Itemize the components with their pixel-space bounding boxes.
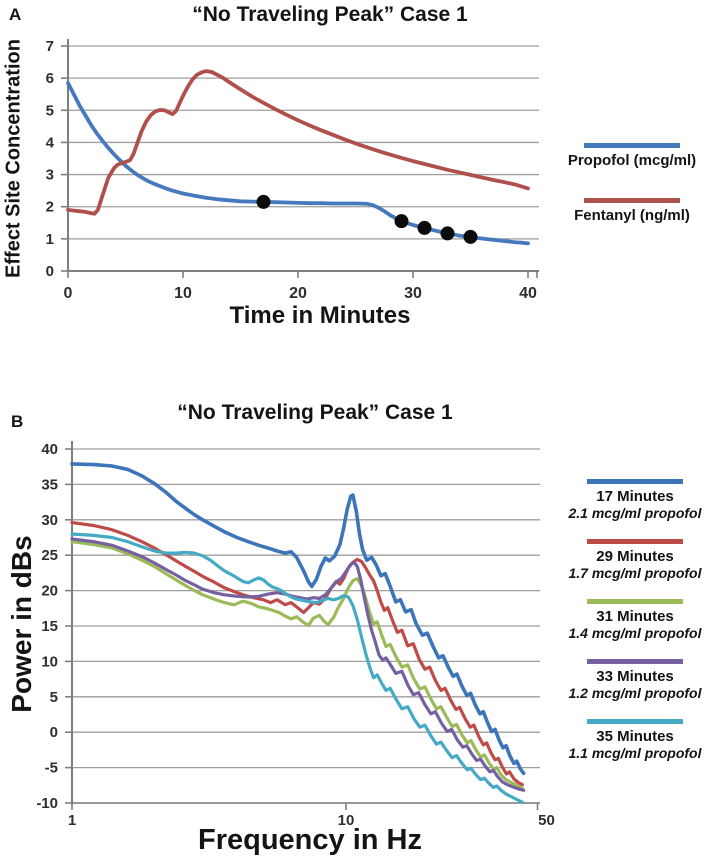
legend-item-33-minutes (562, 659, 708, 702)
series-29min-concentration: 1.7 mcg/ml propofol (568, 565, 702, 582)
y-tick-label: 30 (41, 511, 58, 529)
timepoint-marker (395, 214, 409, 228)
x-tick-label: 1 (67, 812, 77, 829)
y-tick-label: 5 (49, 688, 58, 706)
series-33min-line-swatch (587, 659, 683, 664)
y-tick-label: 0 (49, 724, 58, 742)
x-tick-label: 30 (404, 285, 422, 302)
panel-b-label: B (11, 412, 24, 431)
propofol-line-swatch (584, 143, 680, 148)
panel-b-title: “No Traveling Peak” Case 1 (177, 401, 453, 424)
series-29min-label: 29 Minutes (596, 548, 674, 566)
x-tick-label: 10 (337, 812, 355, 829)
y-tick-label: 15 (41, 618, 58, 635)
legend-item-31-minutes (562, 599, 708, 642)
x-tick-label: 50 (538, 812, 555, 829)
timepoint-marker (257, 195, 271, 209)
y-tick-label: -10 (36, 795, 58, 812)
y-tick-label: 35 (41, 476, 58, 494)
legend-item-29-minutes (562, 539, 708, 582)
y-tick-label: 3 (45, 166, 54, 184)
propofol-legend-label: Propofol (mcg/ml) (567, 152, 697, 169)
y-tick-label: 10 (41, 653, 58, 671)
y-tick-label: 4 (45, 134, 54, 152)
y-tick-label: -5 (44, 759, 58, 777)
series-17min-line-swatch (587, 479, 683, 484)
y-tick-label: 7 (45, 38, 54, 55)
legend-item-fentanyl (562, 198, 702, 224)
panel-a-label: A (9, 5, 22, 24)
y-tick-label: 2 (45, 198, 54, 216)
y-tick-label: 20 (41, 582, 58, 600)
timepoint-marker (464, 230, 478, 244)
y-tick-label: 1 (45, 230, 54, 248)
panel-a-x-axis-title: Time in Minutes (229, 302, 411, 329)
y-tick-label: 40 (41, 441, 58, 458)
y-tick-label: 25 (41, 547, 58, 565)
series-17min-concentration: 2.1 mcg/ml propofol (568, 505, 702, 522)
x-tick-label: 40 (519, 285, 537, 302)
series-33min-concentration: 1.2 mcg/ml propofol (568, 685, 702, 702)
panel-b-legend (562, 479, 708, 779)
x-tick-label: 20 (289, 285, 307, 302)
series-17min-label: 17 Minutes (596, 488, 674, 505)
legend-item-propofol (562, 143, 702, 169)
x-tick-label: 10 (174, 285, 192, 302)
panel-a-title: “No Traveling Peak” Case 1 (192, 3, 468, 26)
fentanyl-legend-label: Fentanyl (ng/ml) (574, 207, 690, 225)
series-31min-label: 31 Minutes (596, 608, 674, 626)
series-33min-label: 33 Minutes (596, 668, 674, 686)
spectrum-curve-31-minutes (72, 542, 522, 788)
spectrum-curve-35-minutes (72, 534, 522, 802)
legend-item-17-minutes (562, 479, 708, 522)
series-31min-concentration: 1.4 mcg/ml propofol (568, 625, 702, 642)
series-35min-label: 35 Minutes (596, 728, 674, 746)
legend-item-35-minutes (562, 719, 708, 762)
fentanyl-line-swatch (584, 198, 680, 203)
panel-a-legend (562, 143, 702, 254)
series-35min-line-swatch (587, 719, 683, 724)
timepoint-marker (441, 226, 455, 240)
propofol-curve (68, 83, 528, 243)
x-tick-label: 0 (63, 285, 73, 302)
y-tick-label: 6 (45, 70, 54, 88)
series-31min-line-swatch (587, 599, 683, 604)
spectrum-curve-33-minutes (72, 539, 524, 790)
series-29min-line-swatch (587, 539, 683, 544)
panel-b-x-axis-title: Frequency in Hz (198, 824, 422, 856)
timepoint-marker (418, 221, 432, 235)
series-35min-concentration: 1.1 mcg/ml propofol (568, 745, 702, 762)
y-tick-label: 5 (45, 102, 54, 120)
y-tick-label: 0 (45, 263, 54, 280)
panel-a-y-axis-title: Effect Site Concentration (2, 39, 25, 278)
panel-b-y-axis-title: Power in dBs (6, 535, 37, 713)
